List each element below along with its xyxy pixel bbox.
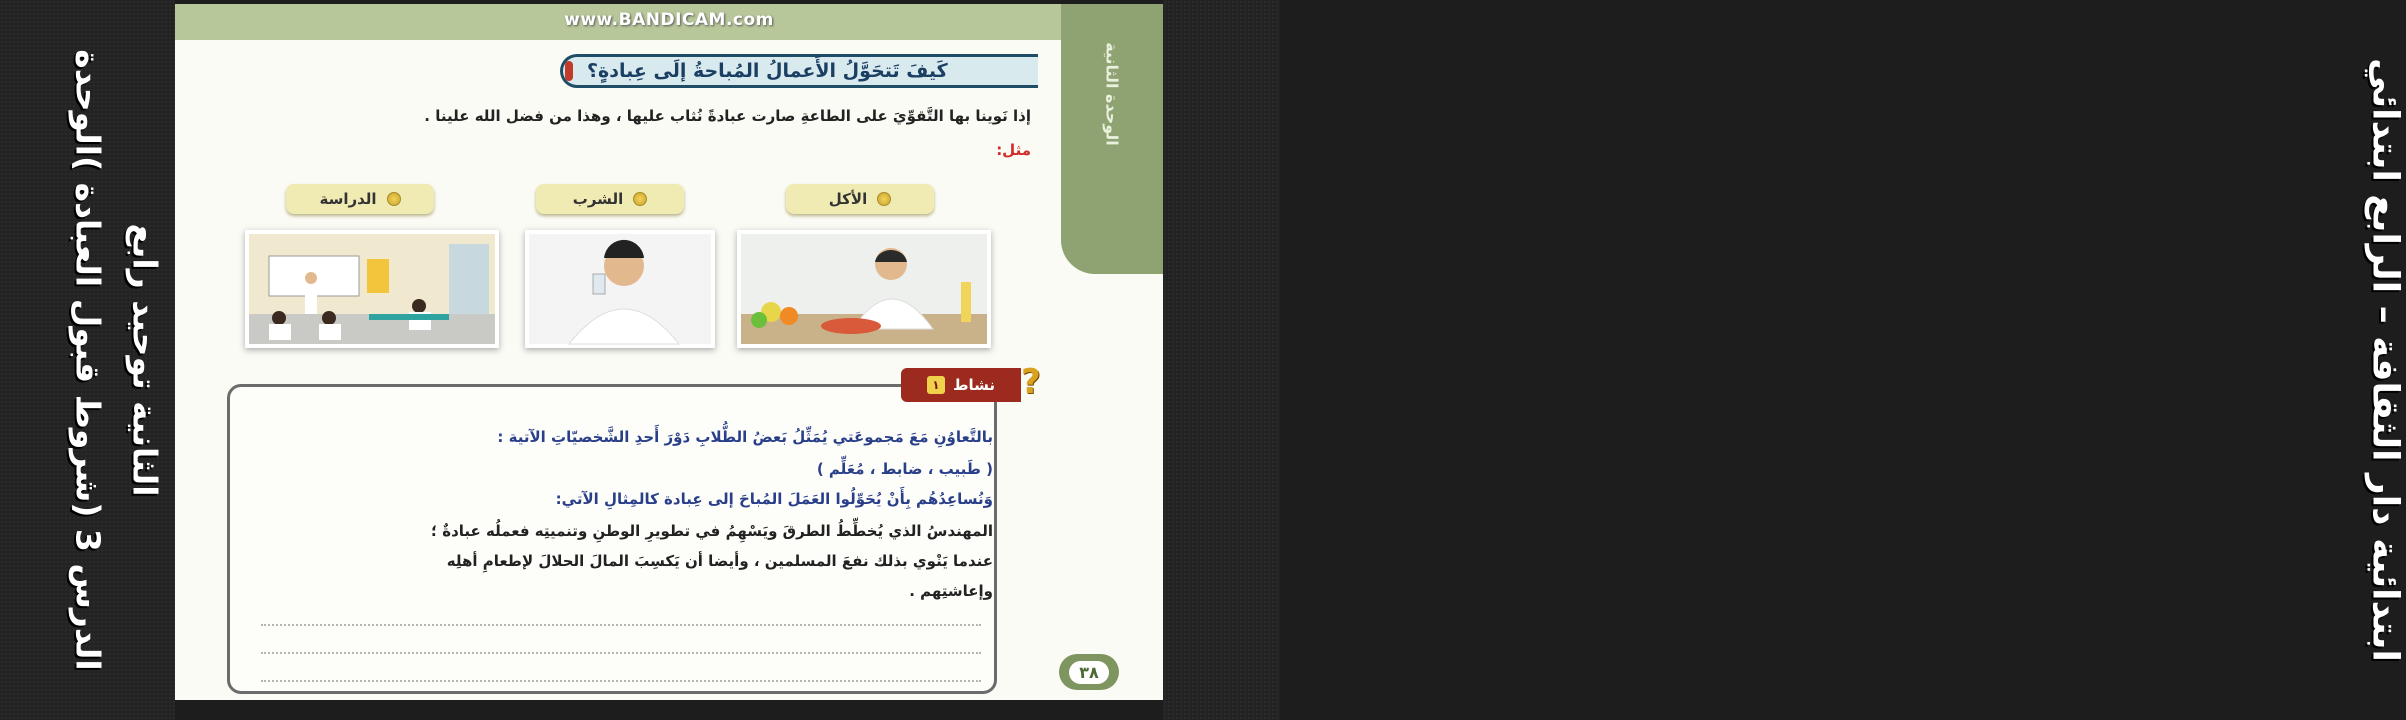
classroom-illustration (249, 234, 495, 344)
lesson-question-banner (560, 54, 1038, 88)
activity-tab (901, 368, 1021, 402)
photo-boy-drinking (525, 230, 715, 348)
activity-line-3: وَنُساعِدُهُم بِأَنْ يُحَوِّلُوا العَمَلَ المُباحَ إلى عِبادة كالمِثالِ الآتي: (555, 490, 993, 508)
answer-line (261, 680, 981, 682)
page-title: كَيفَ تَتحَوَّلُ الأَعمالُ المُباحةُ إلَى عِبادةٍ؟ (587, 60, 948, 82)
textbook-page (175, 4, 1163, 700)
left-overlay-panel (0, 0, 175, 720)
page-number: ٣٨ (1069, 661, 1109, 684)
example-label-text: الأكل (828, 190, 868, 208)
photo-classroom (245, 230, 499, 348)
activity-line-5: عندما يَنْوي بذلك نفعَ المسلمين ، وأيضا أن يَكسِبَ المالَ الحلالَ لإطعامِ أهلِه (446, 552, 993, 570)
activity-line-2: ( طَبيب ، ضابط ، مُعَلِّم ) (816, 460, 993, 478)
answer-line (261, 624, 981, 626)
question-mark-icon: ? (1021, 362, 1041, 402)
medal-icon (387, 192, 401, 206)
banner-accent (565, 61, 573, 81)
right-overlay-panel (1163, 0, 2406, 720)
example-label-text: الشرب (572, 190, 624, 208)
example-label-eating (786, 184, 934, 214)
activity-line-4: المهندسُ الذي يُخطِّطُ الطرقَ ويَسْهِمُ في تطويرِ الوطنِ وتنميتِه فعملُه عبادةٌ ؛ (431, 522, 993, 540)
activity-tab-label: نشاط (952, 376, 996, 394)
eating-illustration (741, 234, 987, 344)
medal-icon (877, 192, 891, 206)
example-label-drinking (536, 184, 684, 214)
intro-text: إذا نَوينا بها التَّقوِّيَ على الطاعةِ صارت عبادةً نُثاب عليها ، وهذا من فضل الله علينا . (424, 107, 1031, 125)
lesson-title-line2: الثانية توحيد رابع (125, 223, 165, 497)
example-label-studying (286, 184, 434, 214)
recorder-watermark: www.BANDICAM.com (564, 10, 774, 30)
drinking-illustration (529, 234, 711, 344)
example-label: مثل: (996, 141, 1031, 159)
activity-line-6: وإعاشتِهم . (909, 582, 993, 600)
activity-number: ١ (927, 376, 945, 394)
answer-line (261, 652, 981, 654)
page-number-badge (1059, 654, 1119, 690)
photo-boy-eating (737, 230, 991, 348)
medal-icon (633, 192, 647, 206)
school-name: ابتدائية دار الثقافة – الرابع ابتدائي (2364, 58, 2406, 662)
lesson-title-line1: الدرس 3 (شروط قبول العبادة )الوحدة (68, 49, 108, 671)
activity-line-1: بالتَّعاوُنِ مَعَ مَجموعَتي يُمَثِّلُ بَعضُ الطُّلابِ دَوْرَ أَحدِ الشَّخصيّاتِ الآتية : (497, 428, 993, 446)
example-label-text: الدراسة (319, 190, 377, 208)
unit-label: الوحدة الثانية (1102, 42, 1122, 146)
